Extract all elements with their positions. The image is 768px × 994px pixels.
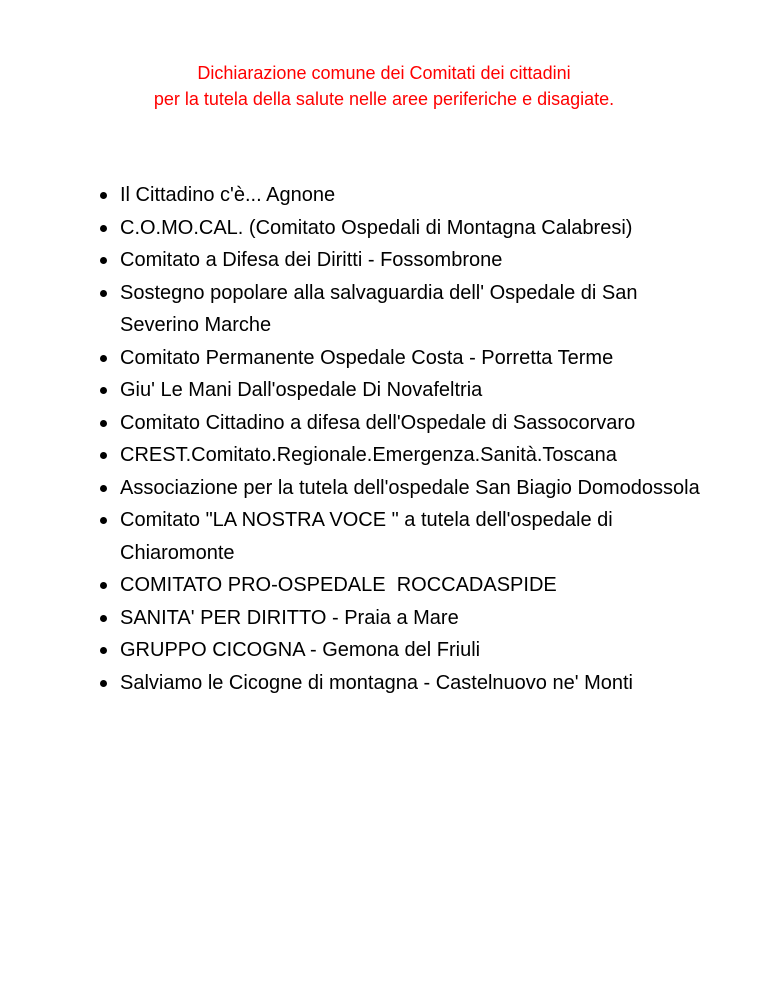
committee-name: Giu' Le Mani Dall'ospedale Di Novafeltria [120,379,483,401]
bullet-icon [100,647,107,654]
bullet-icon [100,517,107,524]
list-item [96,374,716,407]
bullet-icon [100,680,107,687]
bullet-icon [100,485,107,492]
committee-name: Il Cittadino c'è... Agnone [120,184,336,206]
committee-name: SANITA' PER DIRITTO - Praia a Mare [120,606,459,629]
committee-name: Sostegno popolare alla salvaguardia dell' Ospedale di San Severino Marche [120,281,638,336]
list-item [96,277,716,342]
title-line-2: per la tutela della salute nelle aree periferiche e disagiate. [153,89,615,109]
list-item [96,504,716,569]
committee-name: Comitato a Difesa dei Diritti - Fossombrone [120,249,503,271]
committee-name: CREST.Comitato.Regionale.Emergenza.Sanità.Toscana [120,444,617,466]
bullet-icon [100,225,107,232]
committee-name: Comitato Permanente Ospedale Costa - Porretta Terme [120,346,614,369]
bullet-icon [100,420,107,427]
committee-name: Salviamo le Cicogne di montagna - Castelnuovo ne' Monti [120,671,633,694]
bullet-icon [100,355,107,362]
list-item [96,602,716,635]
bullet-icon [100,192,107,199]
list-item [96,634,716,667]
list-item [96,342,716,375]
title-line-1: Dichiarazione comune dei Comitati dei cittadini [197,63,571,83]
document-title [0,60,768,112]
bullet-icon [100,615,107,622]
list-item [96,212,716,245]
list-item [96,244,716,277]
list-item [96,179,716,212]
committee-list [96,179,716,699]
bullet-icon [100,582,107,589]
committee-name: Associazione per la tutela dell'ospedale San Biagio Domodossola [120,476,700,499]
bullet-icon [100,452,107,459]
committee-name: C.O.MO.CAL. (Comitato Ospedali di Montagna Calabresi) [120,216,633,239]
list-item [96,569,716,602]
bullet-icon [100,257,107,264]
list-item [96,667,716,700]
list-item [96,472,716,505]
list-item [96,407,716,440]
bullet-icon [100,387,107,394]
committee-name: COMITATO PRO-OSPEDALE ROCCADASPIDE [120,574,557,596]
list-item [96,439,716,472]
committee-name: GRUPPO CICOGNA - Gemona del Friuli [120,639,481,661]
committee-name: Comitato Cittadino a difesa dell'Ospedale di Sassocorvaro [120,411,636,434]
bullet-icon [100,290,107,297]
committee-name: Comitato "LA NOSTRA VOCE " a tutela dell'ospedale di Chiaromonte [120,509,613,564]
